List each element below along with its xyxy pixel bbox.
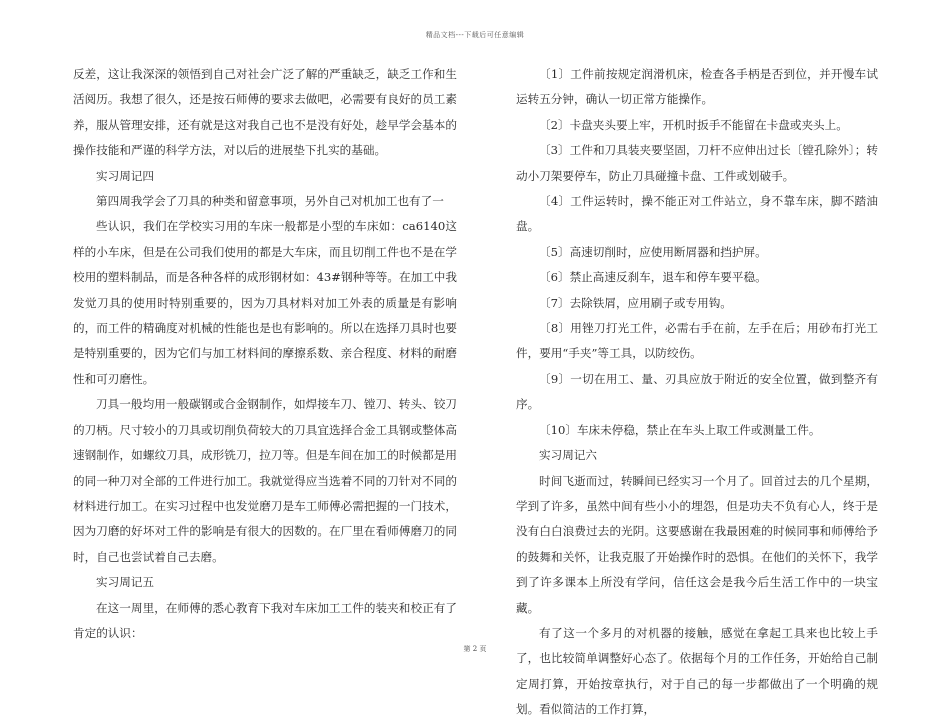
paragraph: 时间飞逝而过，转瞬间已经实习一个月了。回首过去的几个星期，学到了许多，虽然中间有些小小的埋怨，但是功夫不负有心人，终于是没有白白浪费过去的光阴。这要感谢在我最困难的时候同事和师傅给予的鼓舞和关怀，让我克服了开始操作时的恐惧。在他们的关怀下，我学到了许多课本上所没有学问，信任这会是我今后生活工作中的一块宝藏。 (516, 473, 878, 615)
list-item: 〔2〕卡盘夹头要上牢，开机时扳手不能留在卡盘或夹头上。 (539, 117, 848, 132)
page-number: 第 2 页 (463, 645, 487, 653)
section-heading: 实习周记四 (96, 168, 154, 183)
paragraph: 第四周我学会了刀具的种类和留意事项，另外自己对机加工也有了一 (96, 194, 444, 209)
list-item: 〔1〕工件前按规定润滑机床，检查各手柄是否到位，并开慢车试运转五分钟，确认一切正常方能操作。 (516, 67, 878, 107)
page-header: 精品文档---下载后可任意编辑 (425, 31, 525, 39)
section-heading: 实习周记五 (96, 575, 154, 590)
list-item: 〔7〕去除铁屑，应用刷子或专用钩。 (539, 295, 732, 310)
list-item: 〔9〕一切在用工、量、刃具应放于附近的安全位置，做到整齐有序。 (516, 371, 878, 412)
list-item: 〔5〕高速切削时，应使用断屑器和挡护屏。 (539, 244, 767, 259)
list-item: 〔3〕工件和刀具装夹要坚固，刀杆不应伸出过长〔镗孔除外〕；转动小刀架要停车，防止刀具碰撞卡盘、工件或划破手。 (516, 143, 878, 183)
section-heading: 实习周记六 (539, 448, 597, 463)
left-column (73, 62, 457, 646)
paragraph: 刀具一般均用一般碳钢或合金钢制作，如焊接车刀、镗刀、转头、铰刀的刀柄。尺寸较小的刀具或切削负荷较大的刀具宜选择合金工具钢或整体高速钢制作，如螺纹刀具，成形铣刀，拉刀等。但是车间在加工的时候都是用的同一种刀对全部的工件进行加工。我就觉得应当选着不同的刀针对不同的材料进行加工。在实习过程中也发觉磨刀是车工师傅必需把握的一门技术，因为刀磨的好坏对工件的影响是有很大的因数的。在厂里在看师傅磨刀的同时，自己也尝试着自己去磨。 (73, 397, 457, 564)
paragraph: 有了这一个多月的对机器的接触，感觉在拿起工具来也比较上手了，也比较简单调整好心态了。依据每个月的工作任务，开始给自己制定周打算，开始按章执行，对于自己的每一步都做出了一个明确的规划。看似简洁的工作打算， (516, 625, 878, 717)
list-item: 〔6〕禁止高速反刹车，退车和停车要平稳。 (539, 270, 767, 285)
paragraph: 在这一周里，在师傅的悉心教育下我对车床加工工件的装夹和校正有了肯定的认识： (73, 600, 457, 640)
paragraph: 些认识，我们在学校实习用的车床一般都是小型的车床如：ca6140这样的小车床，但是在公司我们使用的都是大车床，而且切削工件也不是在学校用的塑料制品，而是各种各样的成形钢材如：43#钢种等等。在加工中我发觉刀具的使用时特别重要的，因为刀具材料对加工外表的质量是有影响的，而工件的精确度对机械的性能也是也有影响的。所以在选择刀具时也要是特别重要的，因为它们与加工材料间的摩擦系数、亲合程度、材料的耐磨性和可刃磨性。 (73, 219, 457, 386)
list-item: 〔10〕车床未停稳，禁止在车头上取工件或测量工件。 (539, 422, 821, 437)
right-column (516, 62, 878, 723)
list-item: 〔8〕用锉刀打光工件，必需右手在前，左手在后；用砂布打光工件，要用“手夹”等工具，以防绞伤。 (516, 321, 878, 361)
list-item: 〔4〕工件运转时，操不能正对工件站立，身不靠车床，脚不踏油盘。 (516, 194, 878, 234)
paragraph: 反差，这让我深深的领悟到自己对社会广泛了解的严重缺乏，缺乏工作和生活阅历。我想了很久，还是按石师傅的要求去做吧，必需要有良好的员工素养，服从管理安排，还有就是这对我自己也不是没有好处，趁早学会基本的操作技能和严谨的科学方法，对以后的进展垫下扎实的基础。 (73, 67, 457, 158)
